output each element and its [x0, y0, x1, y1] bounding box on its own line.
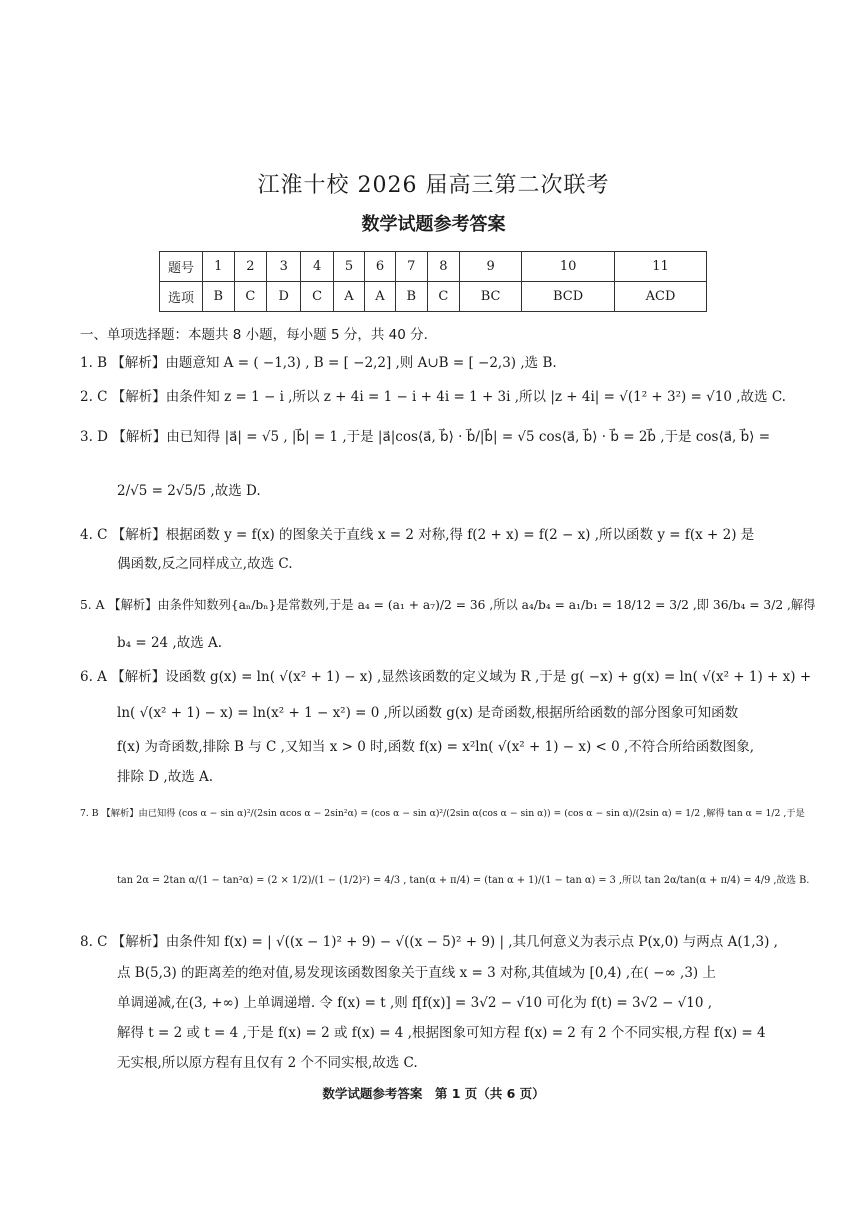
table-cell: C [234, 282, 267, 312]
solution-q1: 1. B 【解析】由题意知 A = ( −1,3) , B = [ −2,2] ,则 A∪B = [ −2,3) ,选 B. [80, 355, 557, 371]
solution-q8-line3: 单调递减,在(3, +∞) 上单调递增. 令 f(x) = t ,则 f[f(x)] = 3√2 − √10 可化为 f(t) = 3√2 − √10 , [117, 995, 713, 1011]
table-cell: ACD [615, 282, 707, 312]
table-cell: B [395, 282, 427, 312]
table-cell: A [364, 282, 395, 312]
table-cell: C [301, 282, 334, 312]
table-cell: 9 [460, 252, 522, 282]
solution-q5-line1: 5. A 【解析】由条件知数列{aₙ/bₙ}是常数列,于是 a₄ = (a₁ + a₇)/2 = 36 ,所以 a₄/b₄ = a₁/b₁ = 18/12 = 3/2 ,即 36/b₄ = 3/2 ,解得 [80, 598, 816, 612]
solution-q4-line2: 偶函数,反之同样成立,故选 C. [117, 556, 293, 572]
answer-table [159, 251, 707, 312]
table-cell: 6 [364, 252, 395, 282]
table-cell: C [427, 282, 460, 312]
solution-q5-line2: b₄ = 24 ,故选 A. [117, 635, 223, 651]
table-cell: 8 [427, 252, 460, 282]
table-cell: B [203, 282, 235, 312]
table-cell: BC [460, 282, 522, 312]
table-cell: 11 [615, 252, 707, 282]
table-cell: A [333, 282, 364, 312]
solution-q2: 2. C 【解析】由条件知 z = 1 − i ,所以 z + 4i = 1 − i + 4i = 1 + 3i ,所以 |z + 4i| = √(1² + 3²) = √10 ,故选 C. [80, 389, 786, 405]
solution-q7-line1: 7. B 【解析】由已知得 (cos α − sin α)²/(2sin αcos α − 2sin²α) = (cos α − sin α)²/(2sin α(cos α − sin α)) = (cos α − sin α)/(2sin α) = 1/2 ,解得 tan α = 1/2 ,于是 [80, 808, 805, 819]
solution-q8-line5: 无实根,所以原方程有且仅有 2 个不同实根,故选 C. [117, 1055, 418, 1071]
solution-q7-line2: tan 2α = 2tan α/(1 − tan²α) = (2 × 1/2)/(1 − (1/2)²) = 4/3 , tan(α + π/4) = (tan α + 1)/(1 − tan α) = 3 ,所以 tan 2α/tan(α + π/4) = 4/9 ,故选 B. [117, 875, 810, 886]
answer-table-number-row [160, 252, 707, 282]
solution-q4-line1: 4. C 【解析】根据函数 y = f(x) 的图象关于直线 x = 2 对称,得 f(2 + x) = f(2 − x) ,所以函数 y = f(x + 2) 是 [80, 527, 755, 543]
page-title: 江淮十校 2026 届高三第二次联考 [257, 173, 610, 198]
solution-q6-line4: 排除 D ,故选 A. [117, 769, 214, 785]
solution-q8-line1: 8. C 【解析】由条件知 f(x) = | √((x − 1)² + 9) − √((x − 5)² + 9) | ,其几何意义为表示点 P(x,0) 与两点 A(1,3) , [80, 934, 778, 950]
solution-q6-line2: ln( √(x² + 1) − x) = ln(x² + 1 − x²) = 0 ,所以函数 g(x) 是奇函数,根据所给函数的部分图象可知函数 [117, 705, 739, 721]
solution-q8-line4: 解得 t = 2 或 t = 4 ,于是 f(x) = 2 或 f(x) = 4 ,根据图象可知方程 f(x) = 2 有 2 个不同实根,方程 f(x) = 4 [117, 1025, 766, 1041]
table-cell: 2 [234, 252, 267, 282]
table-cell: 5 [333, 252, 364, 282]
solution-q6-line1: 6. A 【解析】设函数 g(x) = ln( √(x² + 1) − x) ,显然该函数的定义域为 R ,于是 g( −x) + g(x) = ln( √(x² + 1) + x) + [80, 669, 812, 685]
table-cell: 10 [522, 252, 615, 282]
page-footer: 数学试题参考答案 第 1 页（共 6 页） [322, 1086, 545, 1101]
table-cell: 1 [203, 252, 235, 282]
section-heading: 一、单项选择题：本题共 8 小题，每小题 5 分，共 40 分. [80, 327, 428, 343]
solution-q3-line1: 3. D 【解析】由已知得 |a⃗| = √5 , |b⃗| = 1 ,于是 |a⃗|cos⟨a⃗, b⃗⟩ · b⃗/|b⃗| = √5 cos⟨a⃗, b⃗⟩ · b⃗ = 2b⃗ ,于是 cos⟨a⃗, b⃗⟩ = [80, 429, 771, 445]
table-header-number: 题号 [160, 252, 203, 282]
table-cell: 7 [395, 252, 427, 282]
solution-q6-line3: f(x) 为奇函数,排除 B 与 C ,又知当 x > 0 时,函数 f(x) = x²ln( √(x² + 1) − x) < 0 ,不符合所给函数图象, [117, 739, 755, 755]
page-subtitle: 数学试题参考答案 [361, 214, 506, 235]
solution-q3-line2: 2/√5 = 2√5/5 ,故选 D. [117, 483, 261, 499]
table-cell: 3 [267, 252, 301, 282]
answer-table-answer-row [160, 282, 707, 312]
table-cell: 4 [301, 252, 334, 282]
table-cell: D [267, 282, 301, 312]
solution-q8-line2: 点 B(5,3) 的距离差的绝对值,易发现该函数图象关于直线 x = 3 对称,其值域为 [0,4) ,在( −∞ ,3) 上 [117, 965, 716, 981]
table-cell: BCD [522, 282, 615, 312]
table-header-answer: 选项 [160, 282, 203, 312]
